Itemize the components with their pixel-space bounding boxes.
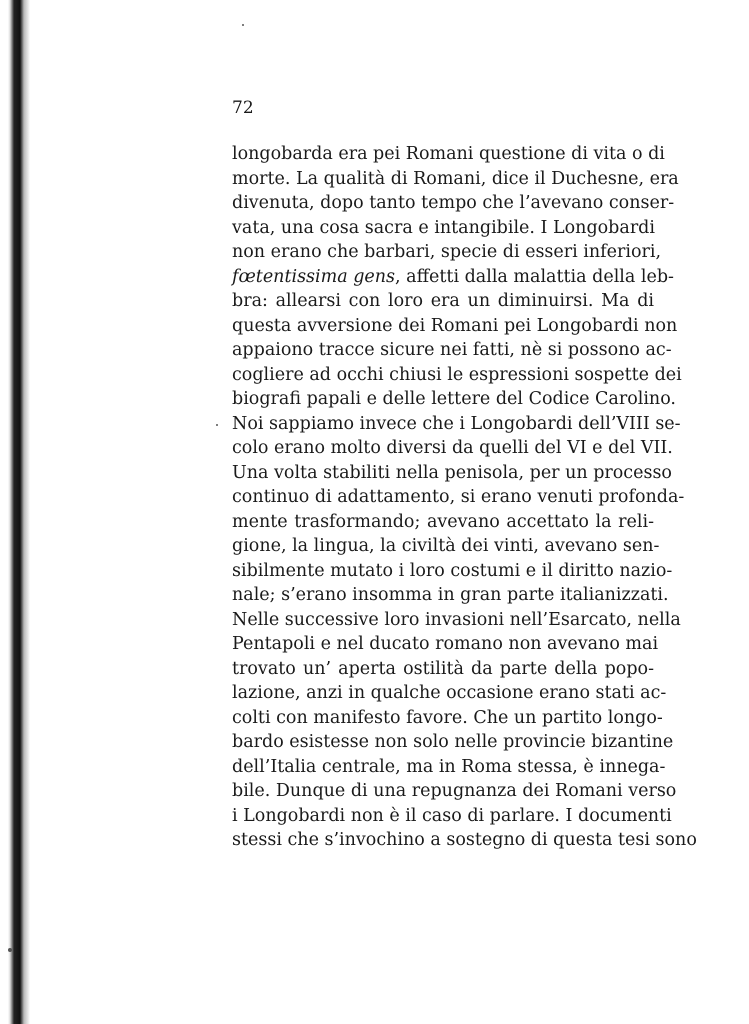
text-line: nale; s’erano insomma in gran parte italianizzati. [232, 585, 669, 605]
text-line [232, 265, 674, 290]
text-line: biografi papali e delle lettere del Codice Carolino. [232, 389, 676, 409]
scan-speck [242, 24, 244, 26]
text-line: longobarda era pei Romani questione di vita o di [232, 144, 665, 164]
text-line: i Longobardi non è il caso di parlare. I documenti [232, 805, 672, 826]
text-line: Una volta stabiliti nella penisola, per un processo [232, 462, 672, 483]
text-line: vata, una cosa sacra e intangibile. I Longobardi [232, 217, 655, 238]
text-line: non erano che barbari, specie di esseri inferiori, [232, 242, 662, 262]
text-line: morte. La qualità di Romani, dice il Duchesne, era [232, 168, 679, 189]
text-line: mente trasformando; avevano accettato la reli- [232, 511, 654, 532]
text-line: Noi sappiamo invece che i Longobardi dell’VIII se- [232, 413, 681, 434]
text-line: lazione, anzi in qualche occasione erano stati ac- [232, 683, 667, 703]
text-line: bardo esistesse non solo nelle provincie bizantine [232, 732, 674, 752]
text-line: colo erano molto diversi da quelli del VI e del VII. [232, 438, 673, 458]
scan-speck [8, 948, 12, 952]
text-line: sibilmente mutato i loro costumi e il diritto nazio- [232, 560, 673, 581]
text-line: dell’Italia centrale, ma in Roma stessa, è innega- [232, 756, 666, 777]
text-line: trovato un’ aperta ostilità da parte della popo- [232, 658, 654, 679]
text-line: Nelle successive loro invasioni nell’Esarcato, nella [232, 609, 681, 630]
text-line: stessi che s’invochino a sostegno di questa tesi sono [232, 830, 697, 850]
text-line: cogliere ad occhi chiusi le espressioni sospette dei [232, 364, 682, 385]
text-segment: , affetti dalla malattia della leb- [395, 266, 674, 287]
text-line: colti con manifesto favore. Che un partito longo- [232, 707, 663, 728]
text-line: appaiono tracce sicure nei fatti, nè si possono ac- [232, 340, 672, 360]
text-line: bile. Dunque di una repugnanza dei Romani verso [232, 781, 677, 801]
body-text [232, 142, 697, 853]
text-line: continuo di adattamento, si erano venuti profonda- [232, 487, 685, 507]
scan-speck [216, 424, 218, 426]
book-binding-edge [0, 0, 32, 1024]
text-line: Pentapoli e nel ducato romano non avevano mai [232, 634, 659, 654]
text-line: gione, la lingua, la civiltà dei vinti, avevano sen- [232, 536, 660, 556]
italic-phrase: fœtentissima gens [232, 266, 396, 287]
text-line: questa avversione dei Romani pei Longobardi non [232, 315, 678, 336]
text-line: divenuta, dopo tanto tempo che l’avevano conser- [232, 193, 675, 213]
text-line: bra: allearsi con loro era un diminuirsi. Ma di [232, 291, 654, 311]
page-number: 72 [232, 98, 254, 118]
